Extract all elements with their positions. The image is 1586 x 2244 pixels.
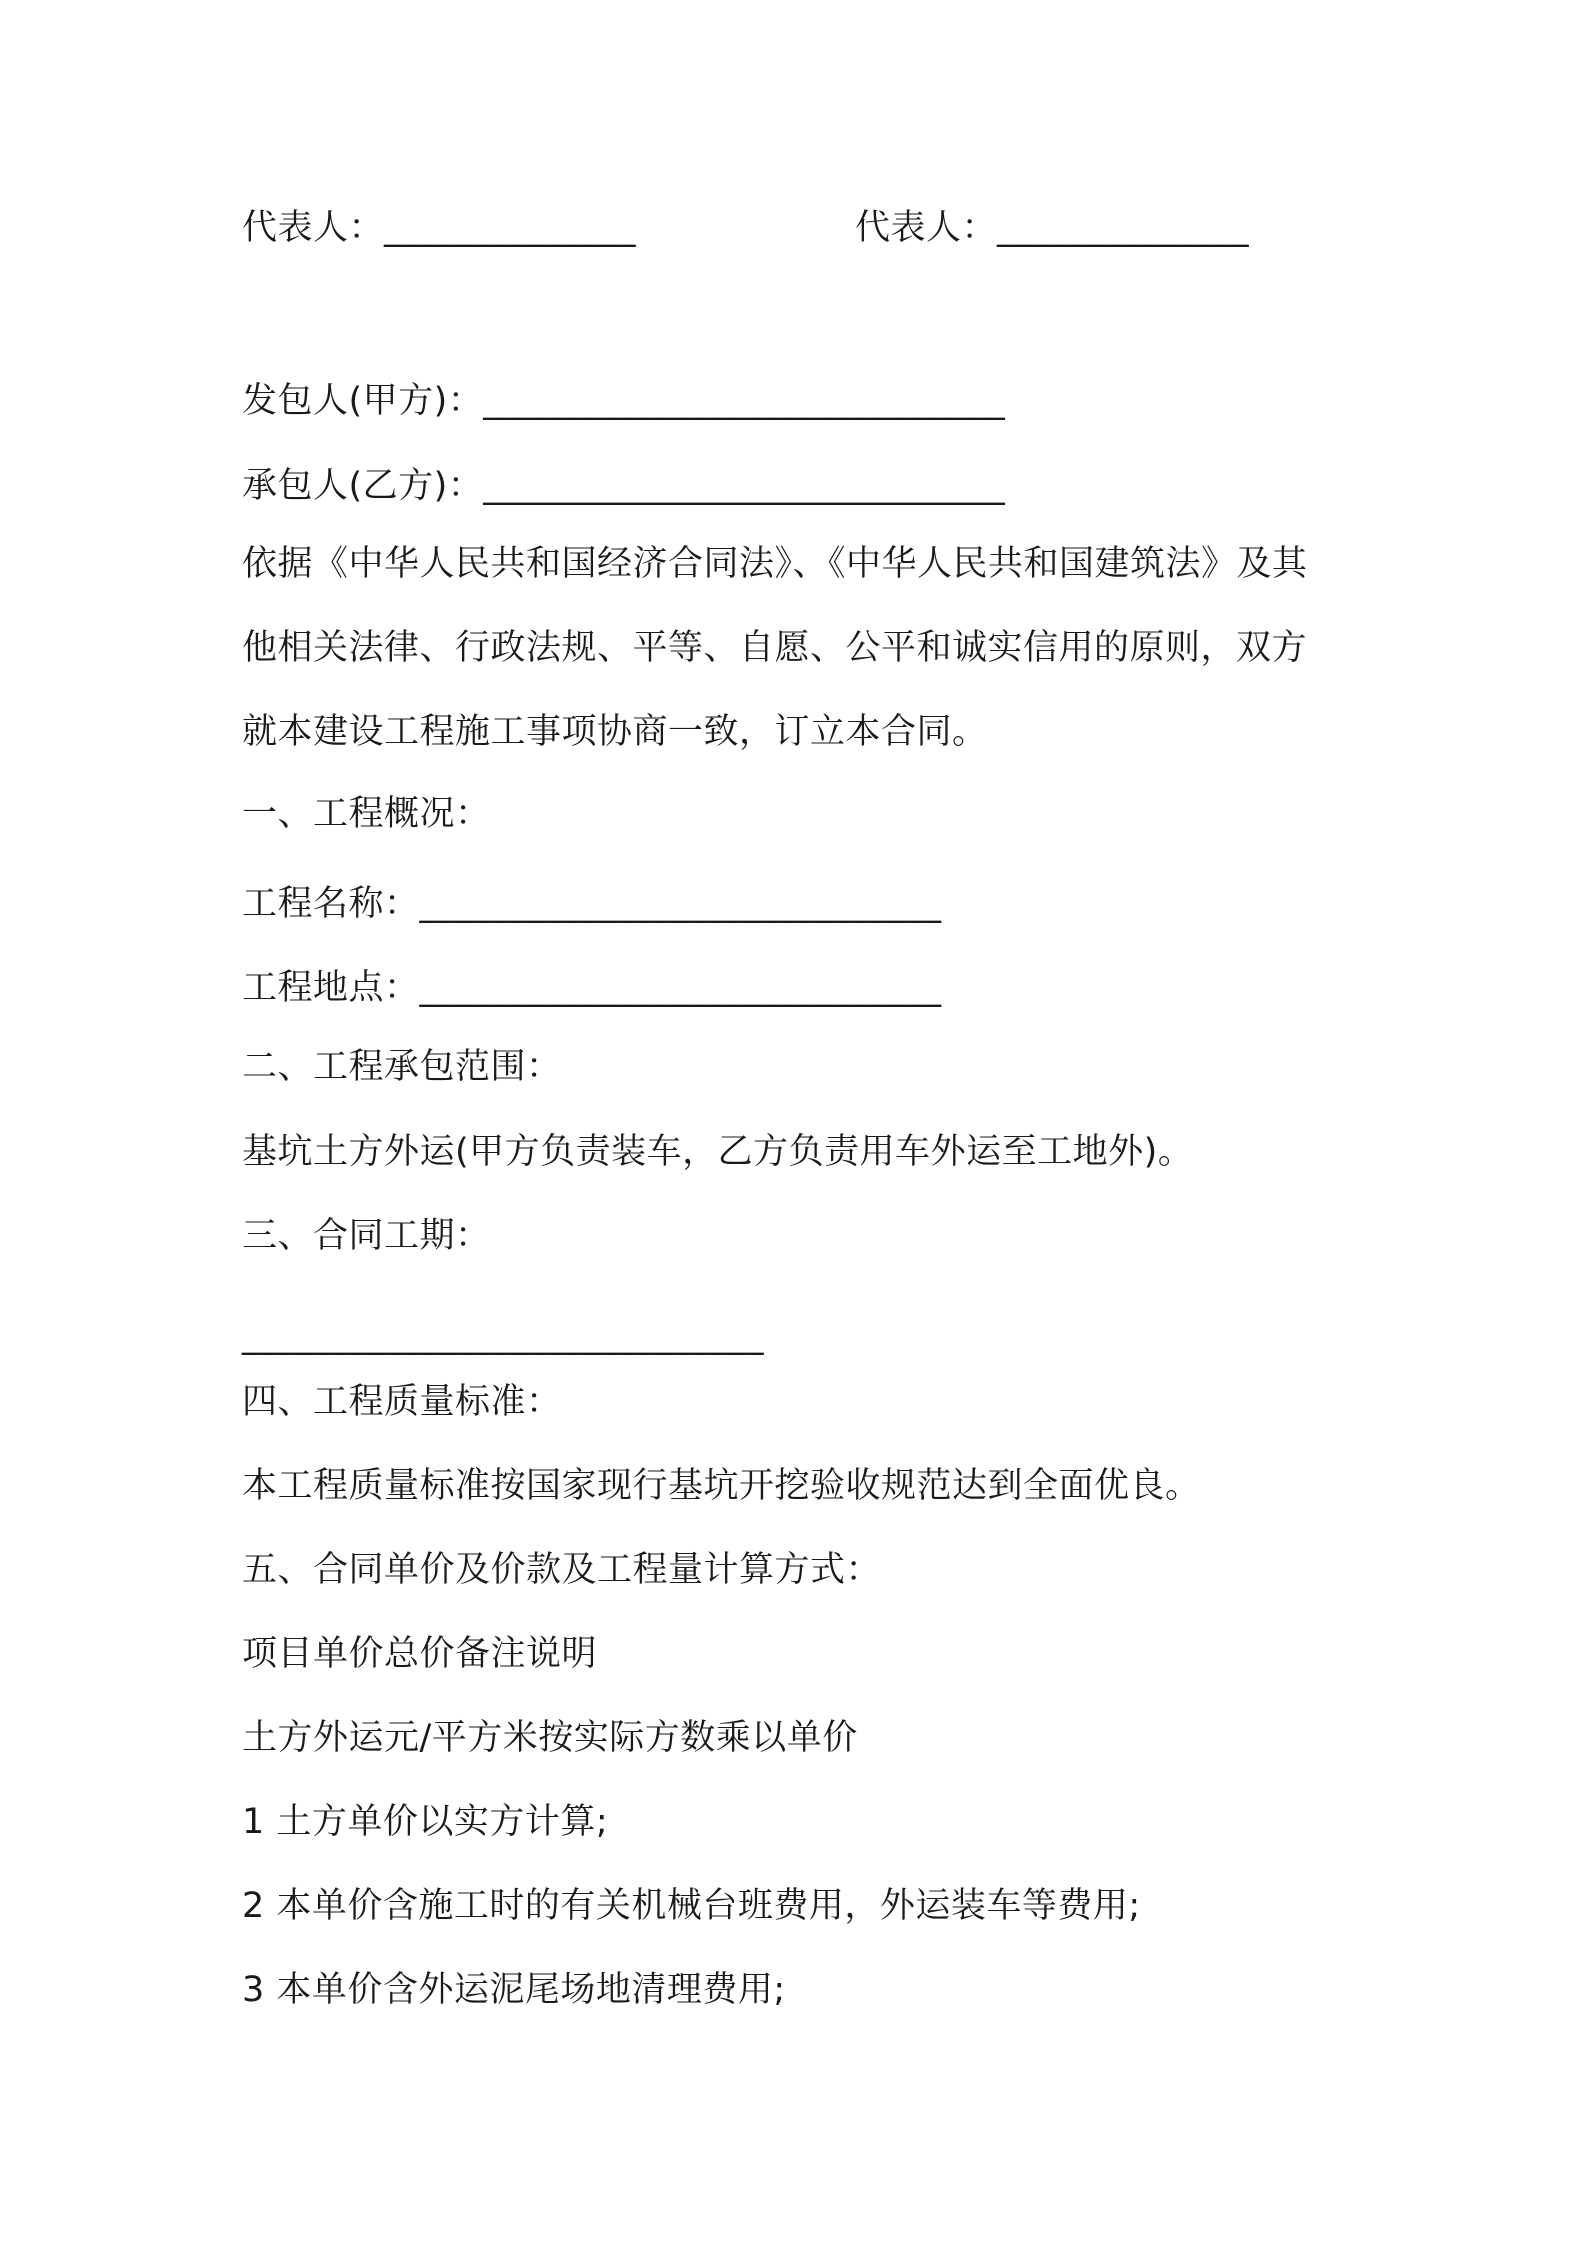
section-3-heading: 三、合同工期： <box>242 1216 491 1256</box>
price-table-header: 项目单价总价备注说明 <box>242 1634 598 1674</box>
project-location-field: 工程地点：_____________________________ <box>242 968 942 1008</box>
note-item-3: 3 本单价含外运泥尾场地清理费用; <box>242 1970 786 2010</box>
project-name-field: 工程名称：_____________________________ <box>242 884 942 924</box>
representative-right: 代表人：______________ <box>855 208 1250 248</box>
contract-period-blank: _____________________________ <box>242 1316 764 1356</box>
intro-line-1: 依据《中华人民共和国经济合同法》、《中华人民共和国建筑法》及其 <box>242 544 1308 584</box>
section-1-heading: 一、工程概况： <box>242 794 491 834</box>
intro-line-3: 就本建设工程施工事项协商一致，订立本合同。 <box>242 712 988 752</box>
intro-line-2: 他相关法律、行政法规、平等、自愿、公平和诚实信用的原则，双方 <box>242 628 1308 668</box>
party-a-field: 发包人(甲方)：_____________________________ <box>242 381 1006 421</box>
section-2-heading: 二、工程承包范围： <box>242 1047 562 1087</box>
section-4-text: 本工程质量标准按国家现行基坑开挖验收规范达到全面优良。 <box>242 1466 1201 1506</box>
section-2-text: 基坑土方外运(甲方负责装车，乙方负责用车外运至工地外)。 <box>242 1132 1194 1172</box>
note-item-1: 1 土方单价以实方计算; <box>242 1802 609 1842</box>
party-b-field: 承包人(乙方)：_____________________________ <box>242 466 1006 506</box>
section-4-heading: 四、工程质量标准： <box>242 1382 562 1422</box>
section-5-heading: 五、合同单价及价款及工程量计算方式： <box>242 1550 882 1590</box>
note-item-2: 2 本单价含施工时的有关机械台班费用，外运装车等费用; <box>242 1886 1141 1926</box>
representative-left: 代表人：______________ <box>242 208 637 248</box>
price-table-row: 土方外运元/平方米按实际方数乘以单价 <box>242 1718 858 1758</box>
